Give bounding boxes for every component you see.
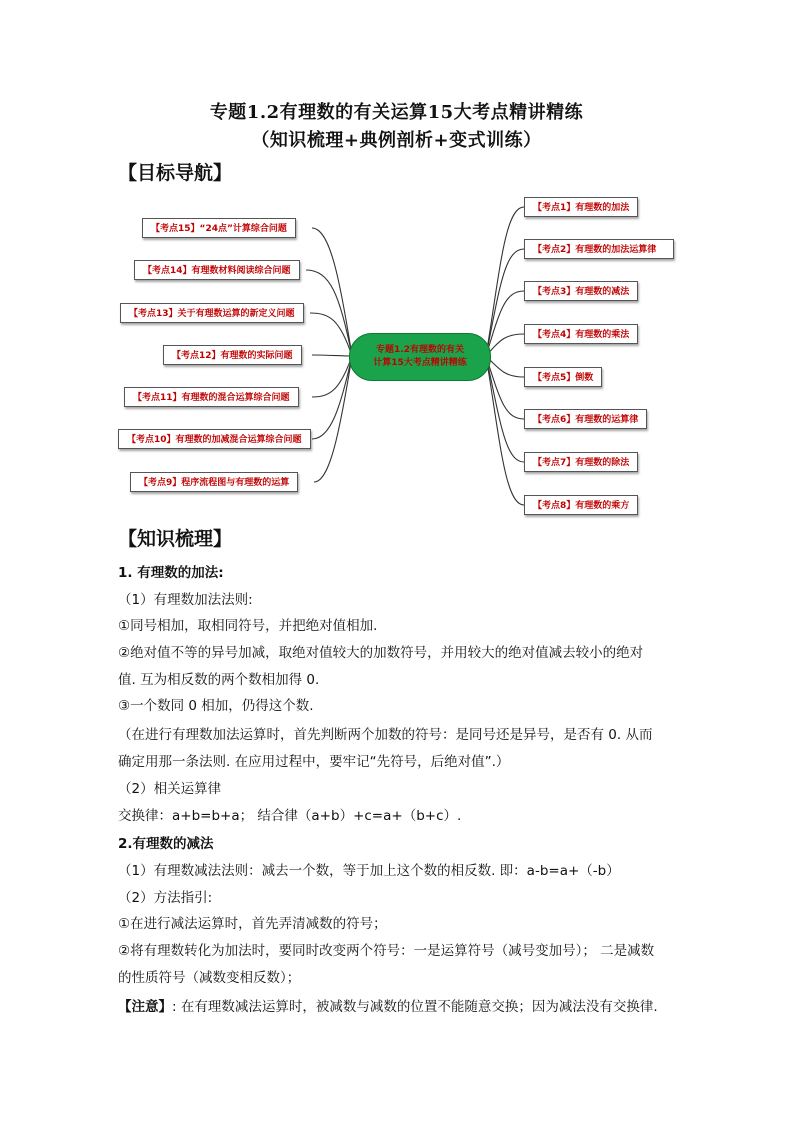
section-1-line-8: （2）相关运算律 (118, 781, 222, 797)
mindmap-node-left-4: 【考点12】有理数的实际问题 (163, 345, 302, 365)
section-1-title: 1. 有理数的加法: (118, 565, 224, 581)
section-2-line-1: （1）有理数减法法则：减去一个数，等于加上这个数的相反数. 即：a-b=a+（-b） (118, 863, 620, 879)
note-label: 【注意】 (118, 999, 172, 1015)
section-1-line-9: 交换律：a+b=b+a； 结合律（a+b）+c=a+（b+c）. (118, 808, 462, 824)
nav-heading: 【目标导航】 (118, 162, 233, 184)
knowledge-heading: 【知识梳理】 (118, 528, 233, 550)
mindmap-node-right-6: 【考点6】有理数的运算律 (524, 409, 647, 429)
section-1-line-2: ①同号相加，取相同符号，并把绝对值相加. (118, 618, 378, 634)
mindmap-node-left-2: 【考点14】有理数材料阅读综合问题 (134, 260, 300, 280)
section-1-line-3: ②绝对值不等的异号加减，取绝对值较大的加数符号，并用较大的绝对值减去较小的绝对 (118, 645, 644, 661)
mindmap-center-line1: 专题1.2有理数的有关 (376, 345, 464, 355)
section-1-line-7: 确定用那一条法则. 在应用过程中，要牢记“先符号，后绝对值”.） (118, 754, 510, 770)
mindmap-center-topic (349, 333, 491, 381)
mindmap-node-right-3: 【考点3】有理数的减法 (524, 281, 638, 301)
section-2-title: 2.有理数的减法 (118, 836, 214, 852)
note-line (118, 995, 658, 1015)
mindmap-node-right-8: 【考点8】有理数的乘方 (524, 495, 638, 515)
mindmap-node-left-3: 【考点13】关于有理数运算的新定义问题 (120, 303, 304, 323)
mindmap-node-left-1: 【考点15】“24点”计算综合问题 (142, 218, 296, 238)
doc-title-line2: （知识梳理+典例剖析+变式训练） (251, 130, 542, 151)
mindmap-center-line2: 计算15大考点精讲精练 (373, 358, 467, 368)
section-1-line-5: ③一个数同 0 相加，仍得这个数. (118, 698, 314, 714)
section-1-line-6: （在进行有理数加法运算时，首先判断两个加数的符号：是同号还是异号，是否有 0. 从而 (118, 727, 653, 743)
section-1-line-4: 值. 互为相反数的两个数相加得 0. (118, 672, 320, 688)
mindmap-node-right-5: 【考点5】倒数 (524, 367, 602, 387)
mindmap-node-right-2: 【考点2】有理数的加法运算律 (524, 239, 674, 259)
section-1-line-1: （1）有理数加法法则: (118, 592, 253, 608)
mindmap-node-right-1: 【考点1】有理数的加法 (524, 197, 638, 217)
section-2-line-2: （2）方法指引: (118, 890, 213, 906)
doc-title-line1: 专题1.2有理数的有关运算15大考点精讲精练 (209, 102, 584, 123)
section-2-line-5: 的性质符号（减数变相反数）； (118, 970, 301, 986)
mindmap-node-left-7: 【考点9】程序流程图与有理数的运算 (130, 472, 298, 492)
section-2-line-3: ①在进行减法运算时，首先弄清减数的符号； (118, 916, 387, 932)
mindmap-node-left-5: 【考点11】有理数的混合运算综合问题 (124, 387, 299, 407)
note-text: : 在有理数减法运算时，被减数与减数的位置不能随意交换；因为减法没有交换律. (172, 999, 658, 1015)
mindmap-node-right-4: 【考点4】有理数的乘法 (524, 324, 638, 344)
section-2-line-4: ②将有理数转化为加法时，要同时改变两个符号：一是运算符号（减号变加号）； 二是减数 (118, 943, 655, 959)
mindmap-node-right-7: 【考点7】有理数的除法 (524, 452, 638, 472)
mindmap-node-left-6: 【考点10】有理数的加减混合运算综合问题 (118, 429, 311, 449)
